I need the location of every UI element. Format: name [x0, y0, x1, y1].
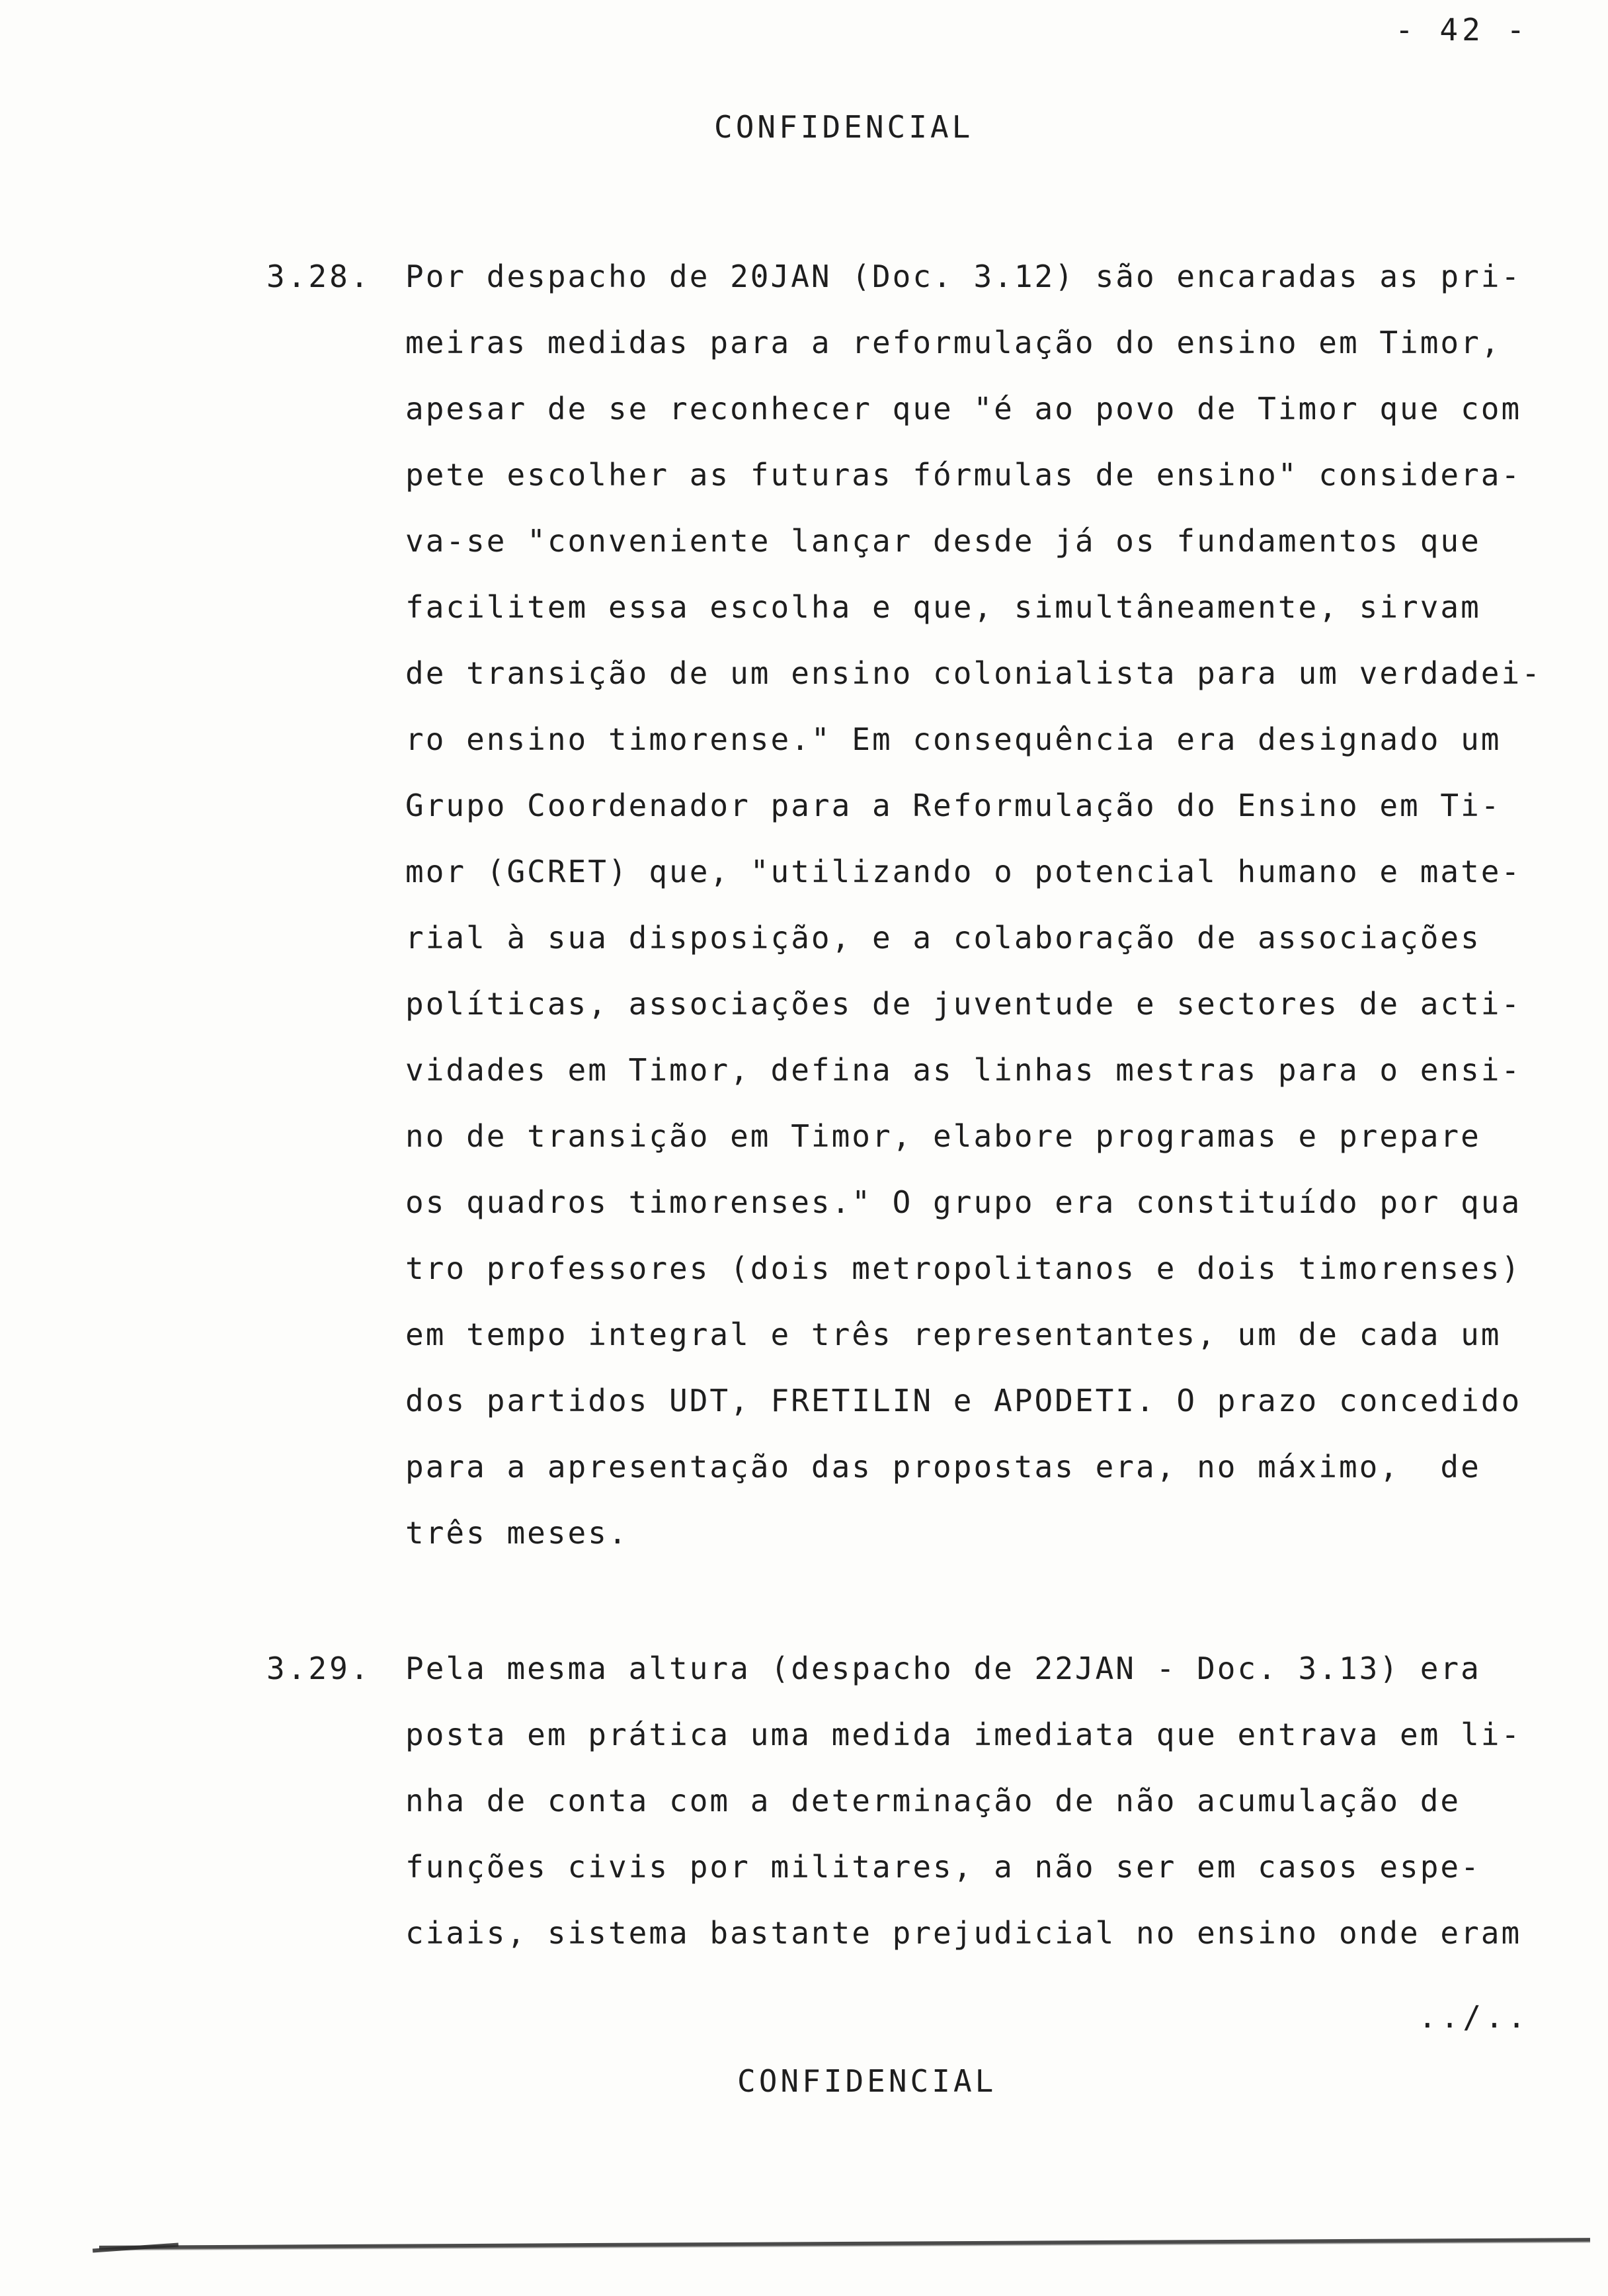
text-line: nha de conta com a determinação de não acumulação de	[405, 1783, 1461, 1819]
text-line: tro professores (dois metropolitanos e dois timorenses)	[405, 1250, 1522, 1286]
text-line: apesar de se reconhecer que "é ao povo de Timor que com	[405, 391, 1522, 427]
text-line: meiras medidas para a reformulação do ensino em Timor,	[405, 325, 1502, 360]
text-line: três meses.	[405, 1515, 629, 1551]
text-line: posta em prática uma medida imediata que entrava em li-	[405, 1717, 1522, 1752]
text-line: em tempo integral e três representantes, um de cada um	[405, 1317, 1502, 1352]
paragraph-number: 3.28.	[266, 259, 372, 294]
text-line: ro ensino timorense." Em consequência era designado um	[405, 721, 1502, 757]
paragraph-body	[405, 1635, 1529, 1966]
text-line: Pela mesma altura (despacho de 22JAN - Doc. 3.13) era	[405, 1651, 1481, 1686]
text-line: Grupo Coordenador para a Reformulação do Ensino em Ti-	[405, 788, 1502, 823]
text-line: pete escolher as futuras fórmulas de ensino" considera-	[405, 457, 1522, 493]
text-line: funções civis por militares, a não ser em casos espe-	[405, 1849, 1481, 1885]
paragraph-body	[405, 243, 1542, 1566]
text-line: mor (GCRET) que, "utilizando o potencial humano e mate-	[405, 854, 1522, 889]
text-line: políticas, associações de juventude e sectores de acti-	[405, 986, 1522, 1022]
page-number: - 42 -	[1395, 12, 1529, 48]
text-line: de transição de um ensino colonialista para um verdadei-	[405, 655, 1542, 691]
paragraph-number: 3.29.	[266, 1651, 372, 1686]
text-line: va-se "conveniente lançar desde já os fundamentos que	[405, 523, 1481, 559]
text-line: facilitem essa escolha e que, simultâneamente, sirvam	[405, 589, 1481, 625]
text-line: no de transição em Timor, elabore programas e prepare	[405, 1118, 1481, 1154]
header-classification: CONFIDENCIAL	[714, 109, 974, 145]
text-line: os quadros timorenses." O grupo era constituído por qua	[405, 1184, 1522, 1220]
bottom-rule-line	[99, 2238, 1590, 2251]
text-line: Por despacho de 20JAN (Doc. 3.12) são encaradas as pri-	[405, 259, 1522, 294]
continuation-marker: ../..	[1418, 1999, 1530, 2035]
text-line: rial à sua disposição, e a colaboração de associações	[405, 920, 1481, 956]
text-line: vidades em Timor, defina as linhas mestras para o ensi-	[405, 1052, 1522, 1088]
text-line: para a apresentação das propostas era, no máximo, de	[405, 1449, 1481, 1485]
text-line: ciais, sistema bastante prejudicial no ensino onde eram	[405, 1915, 1522, 1951]
text-line: dos partidos UDT, FRETILIN e APODETI. O prazo concedido	[405, 1383, 1522, 1418]
footer-classification: CONFIDENCIAL	[737, 2063, 997, 2099]
